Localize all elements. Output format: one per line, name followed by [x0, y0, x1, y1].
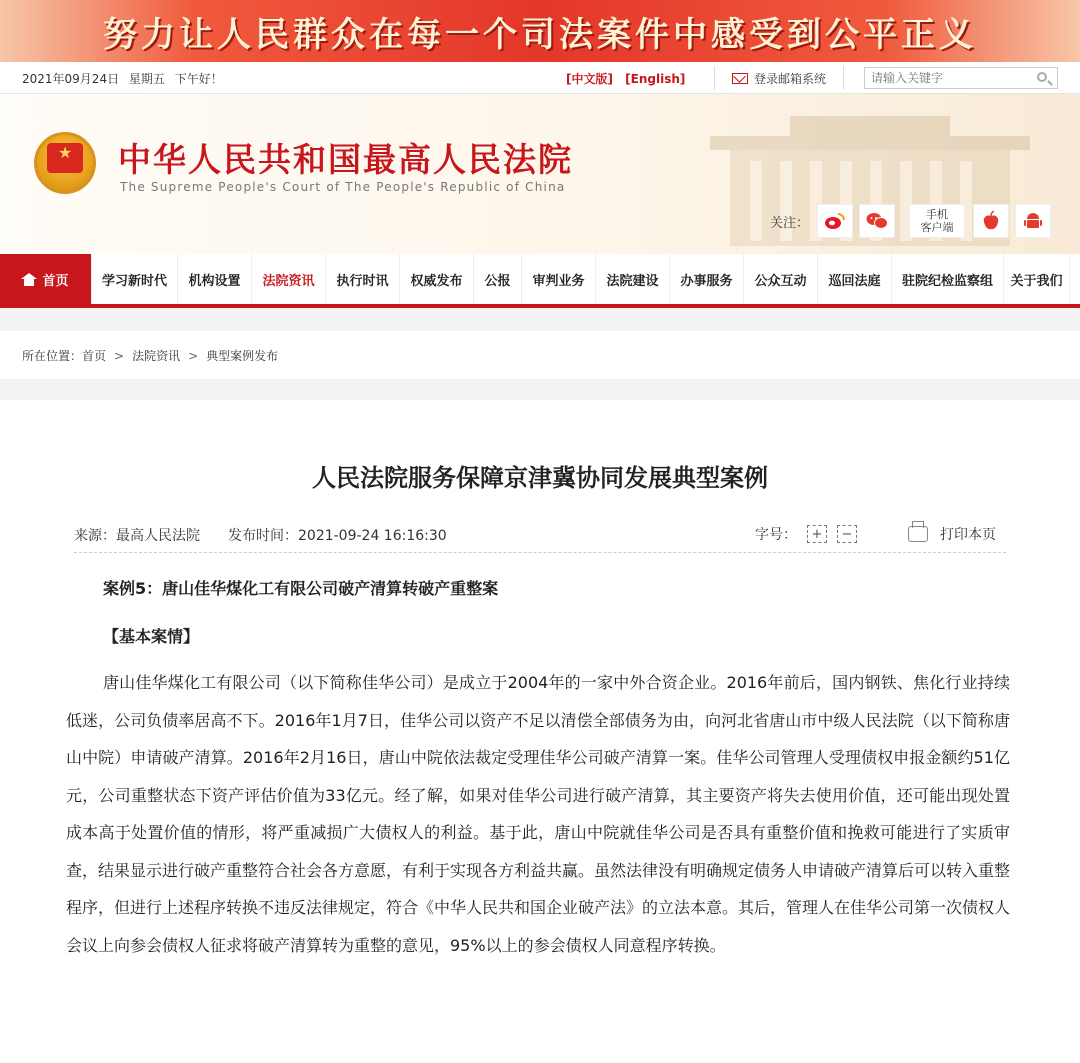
breadcrumb-bar [0, 331, 1080, 379]
case-title: 案例5：唐山佳华煤化工有限公司破产清算转破产重整案 [103, 579, 499, 598]
date-text: 2021年09月24日 [22, 72, 120, 86]
breadcrumb-typical-cases[interactable]: 典型案例发布 [206, 349, 279, 363]
nav-item-court-construction[interactable]: 法院建设 [596, 254, 670, 304]
utility-bar [0, 62, 1080, 94]
nav-item-enforcement-news[interactable]: 执行时讯 [326, 254, 400, 304]
mobile-label-line2: 客户端 [920, 221, 954, 234]
breadcrumb [22, 347, 278, 364]
mail-icon [732, 73, 748, 84]
article-body: 唐山佳华煤化工有限公司（以下简称佳华公司）是成立于2004年的一家中外合资企业。2016年前后，国内钢铁、焦化行业持续低迷，公司负债率居高不下。2016年1月7日，佳华公司以资产不足以清偿全部债务为由，向河北省唐山市中级人民法院（以下简称唐山中院）申请破产清算。2016年2月16日，唐山中院依法裁定受理佳华公司破产清算一案。佳华公司管理人受理债权申报金额约51亿元，公司重整状态下资产评估价值为33亿元。经了解，如果对佳华公司进行破产清算，其主要资产将失去使用价值，还可能出现处置成本高于处置价值的情形，将严重减损广大债权人的利益。基于此，唐山中院就佳华公司是否具有重整价值和挽救可能进行了实质审查，结果显示进行破产重整符合社会各方意愿，有利于实现各方利益共赢。虽然法律没有明确规定债务人申请破产清算后可以转入重整程序，但进行上述程序转换不违反法律规定，符合《中华人民共和国企业破产法》的立法本意。其后，管理人在佳华公司第一次债权人会议上向参会债权人征求将破产清算转为重整的意见，95%以上的参会债权人同意程序转换。 [66, 673, 1011, 955]
nav-item-study[interactable]: 学习新时代 [92, 254, 178, 304]
nav-item-discipline-inspection[interactable]: 驻院纪检监察组 [892, 254, 1004, 304]
mobile-client-link[interactable] [909, 204, 965, 238]
main-nav [0, 254, 1080, 308]
breadcrumb-court-news[interactable]: 法院资讯 [132, 349, 181, 363]
emblem-icon [34, 132, 96, 194]
nav-item-trial-business[interactable]: 审判业务 [522, 254, 596, 304]
nav-item-public-interaction[interactable]: 公众互动 [744, 254, 818, 304]
font-size-control [755, 524, 857, 544]
search-input[interactable] [865, 68, 1025, 88]
nav-label: 首页 [42, 273, 69, 289]
search-box [864, 67, 1058, 89]
apple-icon[interactable] [973, 204, 1009, 238]
date-display [22, 70, 229, 87]
article-source: 来源：最高人民法院 [74, 528, 200, 544]
breadcrumb-prefix: 所在位置： [22, 349, 83, 363]
breadcrumb-home[interactable]: 首页 [82, 349, 107, 363]
site-title[interactable]: 中华人民共和国最高人民法院 [118, 140, 573, 179]
weekday-text: 星期五 [128, 72, 165, 86]
divider [74, 552, 1006, 553]
nav-item-about-us[interactable]: 关于我们 [1004, 254, 1070, 304]
chevron-right-icon: > [114, 349, 125, 363]
nav-item-organization[interactable]: 机构设置 [178, 254, 252, 304]
nav-item-circuit-courts[interactable]: 巡回法庭 [818, 254, 892, 304]
android-icon[interactable] [1015, 204, 1051, 238]
font-decrease-button[interactable]: − [837, 525, 857, 543]
lang-chinese-link[interactable]: [中文版] [566, 72, 613, 86]
wechat-icon[interactable] [859, 204, 895, 238]
printer-icon [908, 526, 928, 542]
article-published: 发布时间：2021-09-24 16:16:30 [228, 528, 447, 544]
section-heading: 【基本案情】 [103, 627, 200, 646]
article-title: 人民法院服务保障京津冀协同发展典型案例 [312, 464, 768, 492]
nav-item-authoritative-release[interactable]: 权威发布 [400, 254, 474, 304]
print-button[interactable] [908, 524, 996, 544]
greeting-text: 下午好！ [174, 72, 223, 86]
home-icon [22, 273, 36, 285]
font-size-label: 字号： [755, 527, 797, 543]
font-increase-button[interactable]: + [807, 525, 827, 543]
chevron-right-icon: > [188, 349, 199, 363]
nav-item-services[interactable]: 办事服务 [670, 254, 744, 304]
site-header [0, 94, 1080, 254]
article [0, 400, 1080, 1063]
mobile-label-line1: 手机 [926, 208, 949, 221]
banner-slogan: 努力让人民群众在每一个司法案件中感受到公平正义 [103, 14, 977, 55]
weibo-icon[interactable] [817, 204, 853, 238]
top-banner [0, 0, 1080, 62]
print-label: 打印本页 [940, 527, 996, 543]
follow-bar [770, 204, 1057, 238]
language-switch [566, 70, 685, 87]
follow-label: 关注： [770, 215, 810, 231]
nav-item-court-news[interactable]: 法院资讯 [252, 254, 326, 304]
search-icon[interactable] [1037, 72, 1047, 82]
site-subtitle: The Supreme People's Court of The People's Republic of China [120, 180, 566, 194]
article-meta [74, 525, 447, 545]
nav-item-home[interactable] [0, 254, 92, 304]
lang-english-link[interactable]: [English] [625, 72, 686, 86]
mail-login-button[interactable] [714, 66, 844, 90]
nav-item-gazette[interactable]: 公报 [474, 254, 522, 304]
mail-login-label: 登录邮箱系统 [753, 71, 826, 86]
